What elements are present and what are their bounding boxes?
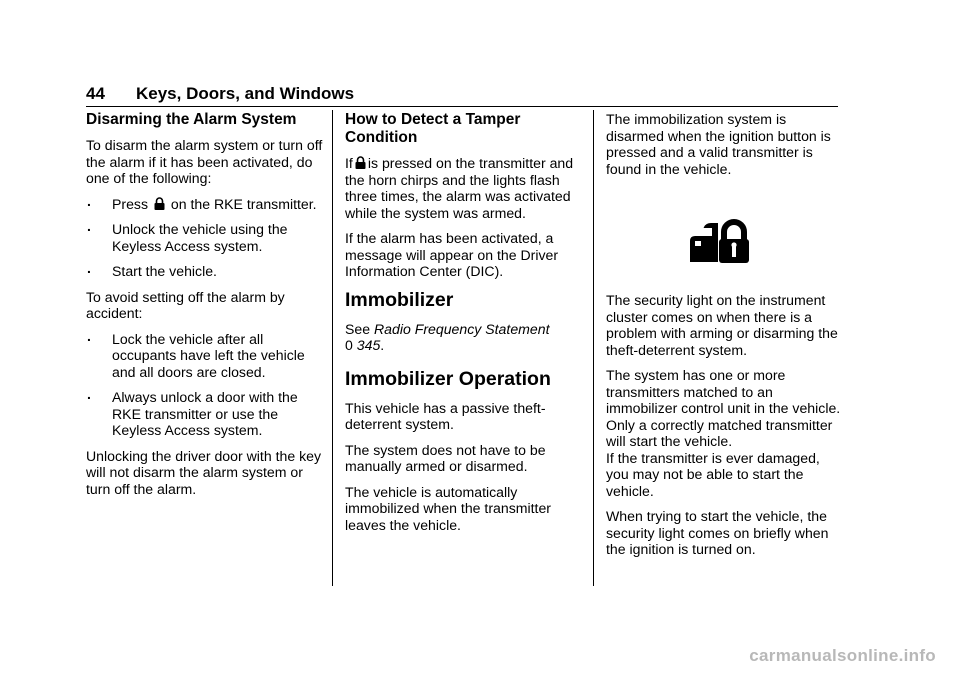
list-item: . Always unlock a door with the RKE transmitter or use the Keyless Access system. [86, 389, 326, 439]
security-light-figure [596, 186, 842, 292]
paragraph-start-vehicle: When trying to start the vehicle, the security light comes on briefly when the ignition is turned on. [606, 508, 829, 557]
column-divider-2 [593, 110, 594, 586]
page-header [86, 84, 838, 107]
column-divider-1 [332, 110, 333, 586]
bullet-text-post: on the RKE transmitter. [170, 195, 317, 212]
avoid-bullets [86, 331, 326, 439]
paragraph-security-light: The security light on the instrument cluster comes on when there is a problem with arming or disarming the theft-deterrent system. [606, 292, 838, 358]
paragraph-not-armed: The system does not have to be manually armed or disarmed. [345, 441, 546, 474]
lock-button-icon [154, 197, 165, 210]
section-heading-immobilizer: Immobilizer [345, 288, 454, 311]
chapter-title: Keys, Doors, and Windows [136, 84, 355, 103]
column-3 [606, 111, 842, 567]
paragraph-passive: This vehicle has a passive theft-deterrent system. [345, 399, 546, 432]
see-text: See [345, 320, 371, 337]
paragraph-immobilized: The vehicle is automatically immobilized when the transmitter leaves the vehicle. [345, 483, 552, 533]
section-heading-immobilizer-operation: Immobilizer Operation [345, 367, 551, 390]
column-2 [345, 111, 581, 542]
paragraph-damaged: If the transmitter is ever damaged, you may not be able to start the vehicle. [606, 449, 820, 499]
list-item [86, 196, 326, 213]
list-item: . Unlock the vehicle using the Keyless Access system. [86, 221, 326, 254]
reference-period: . [380, 337, 385, 353]
lock-button-icon [355, 156, 366, 169]
reference-page[interactable]: 345 [356, 337, 381, 353]
paragraph-avoid: To avoid setting off the alarm by accident: [86, 288, 285, 321]
section-heading-tamper: How to Detect a Tamper Condition [345, 111, 521, 146]
tamper-text-post: is pressed on the transmitter and the horn chirps and the lights flash three times, the alarm was activated while the system was armed. [345, 155, 574, 221]
page-arrow-icon: 0 [345, 337, 353, 353]
disarm-bullets [86, 196, 326, 280]
watermark: carmanualsonline.info [749, 646, 936, 665]
list-item: . Lock the vehicle after all occupants have left the vehicle and all doors are closed. [86, 331, 326, 381]
page-number: 44 [86, 84, 105, 103]
paragraph-closing: Unlocking the driver door with the key will not disarm the alarm system or turn off the alarm. [86, 447, 322, 497]
column-1 [86, 111, 326, 506]
bullet-text-pre: Press [112, 195, 149, 212]
paragraph-tamper [345, 155, 581, 221]
list-item: . Start the vehicle. [86, 263, 326, 280]
tamper-text-pre: If [345, 155, 353, 171]
paragraph-disarmed: The immobilization system is disarmed when the ignition button is pressed and a valid transmitter is found in the vehicle. [606, 111, 831, 177]
reference-link[interactable]: Radio Frequency Statement [374, 320, 550, 337]
paragraph-dic: If the alarm has been activated, a message will appear on the Driver Information Center (DIC). [345, 230, 559, 279]
security-light-icon [686, 213, 752, 265]
paragraph-transmitters: The system has one or more transmitters matched to an immobilizer control unit in the vehicle. Only a correctly matched transmitter will start the vehicle. [606, 367, 841, 449]
section-heading-disarming: Disarming the Alarm System [86, 111, 297, 128]
paragraph-see-reference [345, 321, 581, 354]
paragraph-intro: To disarm the alarm system or turn off the alarm if it has been activated, do one of the following: [86, 137, 323, 186]
